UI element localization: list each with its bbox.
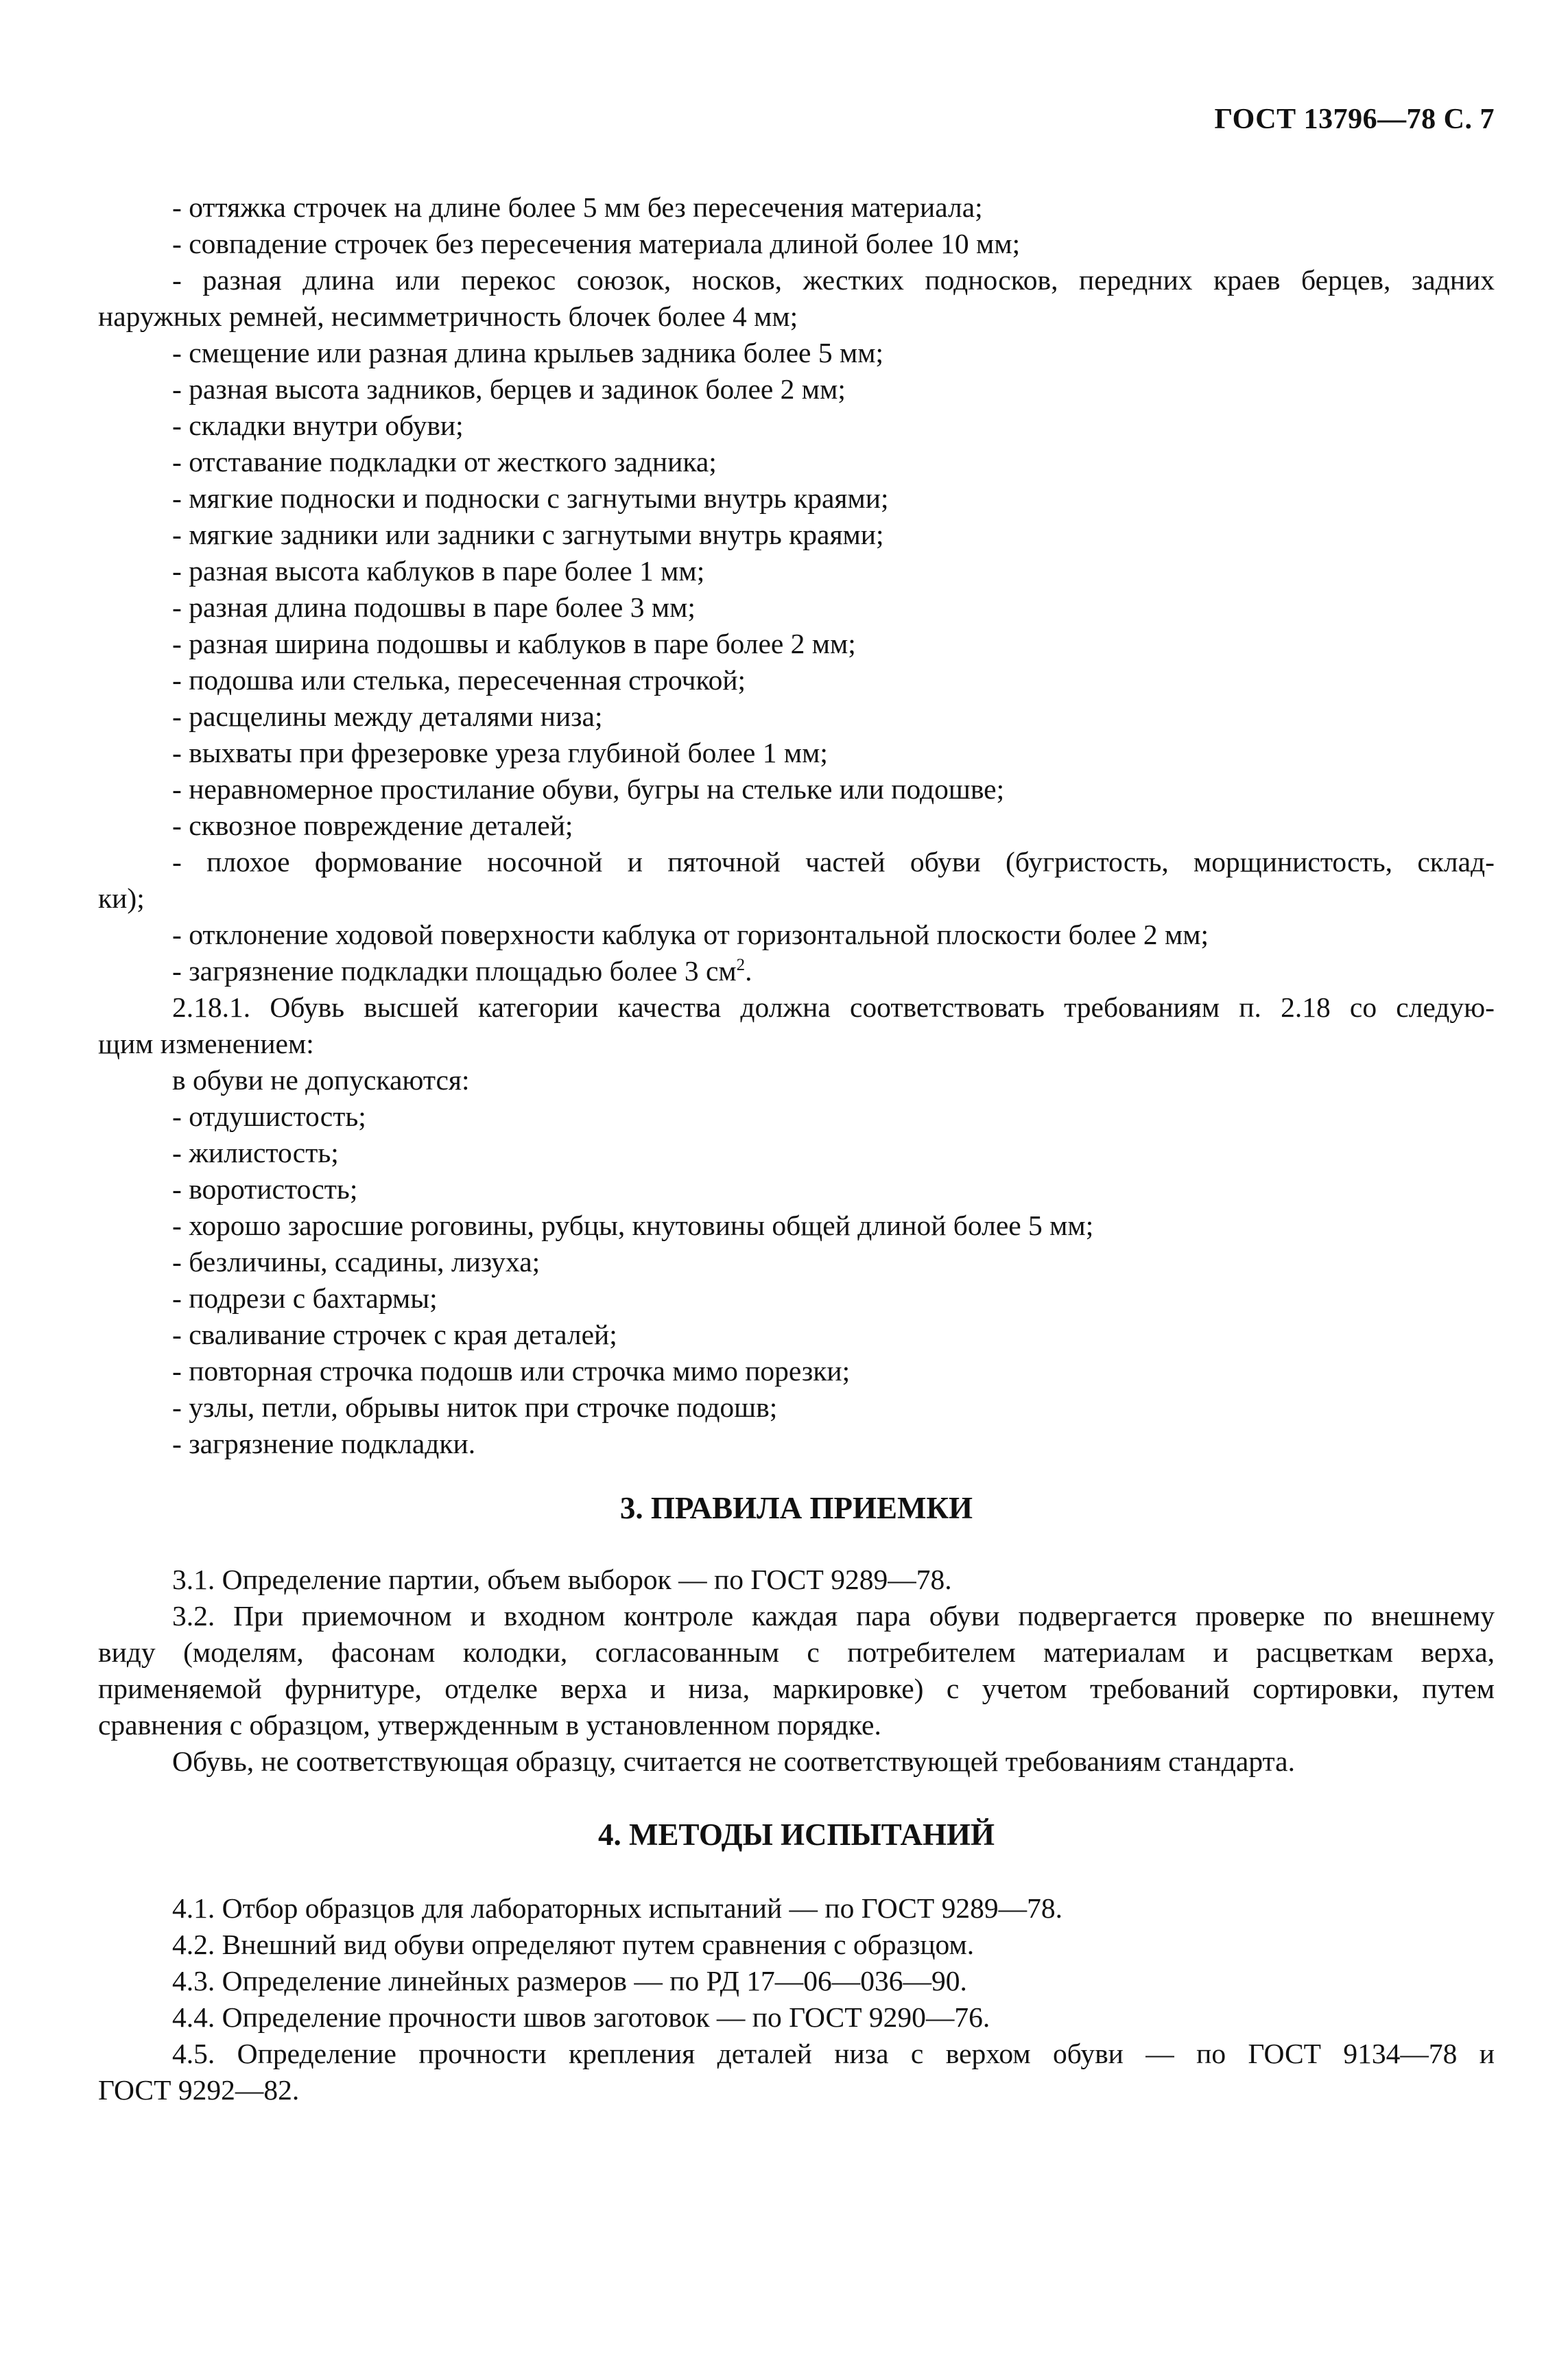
list-item: - узлы, петли, обрывы ниток при строчке подошв; [172, 1391, 778, 1423]
list-item: - воротистость; [172, 1173, 358, 1205]
list-item: - разная ширина подошвы и каблуков в паре более 2 мм; [172, 628, 856, 659]
list-item: - жилистость; [172, 1137, 339, 1168]
list-item: - неравномерное простилание обуви, бугры на стельке или подошве; [172, 773, 1005, 805]
not-allowed-intro: в обуви не допускаются: [172, 1064, 470, 1096]
paragraph-3-2: 3.2. При приемочном и входном контроле каждая пара обуви подвергается проверке по внешнему [172, 1600, 1495, 1632]
paragraph-4-3: 4.3. Определение линейных размеров — по РД 17—06—036—90. [172, 1965, 967, 1997]
list-item: - мягкие задники или задники с загнутыми внутрь краями; [172, 519, 884, 550]
paragraph-continuation: применяемой фурнитуре, отделке верха и низа, маркировке) с учетом требований сортировки, путем [98, 1673, 1495, 1704]
section-3-body [98, 1562, 1495, 1780]
list-item: - расщелины между деталями низа; [172, 701, 603, 732]
page-header: ГОСТ 13796—78 С. 7 [1214, 104, 1495, 135]
defects-list-block [98, 189, 1495, 1462]
list-item: - отдушистость; [172, 1101, 366, 1132]
section-4-heading: 4. МЕТОДЫ ИСПЫТАНИЙ [597, 1818, 995, 1852]
list-item-text: - загрязнение подкладки площадью более 3 см [172, 955, 737, 987]
list-item: - совпадение строчек без пересечения материала длиной более 10 мм; [172, 228, 1021, 259]
paragraph-continuation: ГОСТ 9292—82. [98, 2074, 300, 2106]
paragraph-3-1: 3.1. Определение партии, объем выборок — по ГОСТ 9289—78. [172, 1564, 952, 1595]
paragraph-4-4: 4.4. Определение прочности швов заготовок — по ГОСТ 9290—76. [172, 2001, 990, 2033]
paragraph-3-3: Обувь, не соответствующая образцу, считается не соответствующей требованиям стандарта. [172, 1745, 1295, 1777]
list-item-continuation: ки); [98, 882, 145, 914]
list-item: - безличины, ссадины, лизуха; [172, 1246, 541, 1278]
paragraph-continuation: виду (моделям, фасонам колодки, согласованным с потребителем материалам и расцветкам верха, [98, 1636, 1495, 1668]
list-item: - смещение или разная длина крыльев задника более 5 мм; [172, 337, 883, 368]
section-4-body [98, 1890, 1495, 2108]
paragraph-continuation: щим изменением: [98, 1028, 314, 1059]
list-item: - подрези с бахтармы; [172, 1282, 438, 1314]
list-item: - складки внутри обуви; [172, 410, 464, 441]
list-item [98, 953, 1495, 989]
list-item: - сваливание строчек с края деталей; [172, 1319, 617, 1350]
list-item: - загрязнение подкладки. [172, 1428, 476, 1459]
paragraph-4-1: 4.1. Отбор образцов для лабораторных испытаний — по ГОСТ 9289—78. [172, 1892, 1062, 1924]
list-item: - отклонение ходовой поверхности каблука от горизонтальной плоскости более 2 мм; [172, 919, 1209, 950]
section-3-heading: 3. ПРАВИЛА ПРИЕМКИ [619, 1491, 973, 1525]
paragraph-4-2: 4.2. Внешний вид обуви определяют путем сравнения с образцом. [172, 1929, 975, 1960]
paragraph-4-5: 4.5. Определение прочности крепления деталей низа с верхом обуви — по ГОСТ 9134—78 и [172, 2038, 1495, 2069]
list-item: - сквозное повреждение деталей; [172, 810, 573, 841]
list-item: - оттяжка строчек на длине более 5 мм без пересечения материала; [172, 191, 983, 223]
list-item: - подошва или стелька, пересеченная строчкой; [172, 664, 746, 696]
paragraph-continuation: сравнения с образцом, утвержденным в установленном порядке. [98, 1709, 881, 1741]
list-item: - повторная строчка подошв или строчка мимо порезки; [172, 1355, 851, 1387]
list-item-end: . [745, 955, 752, 987]
list-item: - разная длина подошвы в паре более 3 мм; [172, 591, 696, 623]
list-item: - выхваты при фрезеровке уреза глубиной более 1 мм; [172, 737, 828, 768]
paragraph-2-18-1: 2.18.1. Обувь высшей категории качества должна соответствовать требованиям п. 2.18 со следую- [172, 991, 1495, 1023]
list-item: - мягкие подноски и подноски с загнутыми внутрь краями; [172, 482, 889, 514]
list-item: - разная длина или перекос союзок, носков, жестких подносков, передних краев берцев, задних [172, 264, 1495, 296]
list-item-continuation: наружных ремней, несимметричность блочек более 4 мм; [98, 301, 798, 332]
list-item: - разная высота каблуков в паре более 1 мм; [172, 555, 705, 587]
list-item: - плохое формование носочной и пяточной частей обуви (бугристость, морщинистость, склад- [172, 846, 1495, 878]
superscript: 2 [736, 956, 746, 975]
list-item: - разная высота задников, берцев и задинок более 2 мм; [172, 373, 846, 405]
list-item: - хорошо заросшие роговины, рубцы, кнутовины общей длиной более 5 мм; [172, 1210, 1094, 1241]
list-item: - отставание подкладки от жесткого задника; [172, 446, 717, 478]
